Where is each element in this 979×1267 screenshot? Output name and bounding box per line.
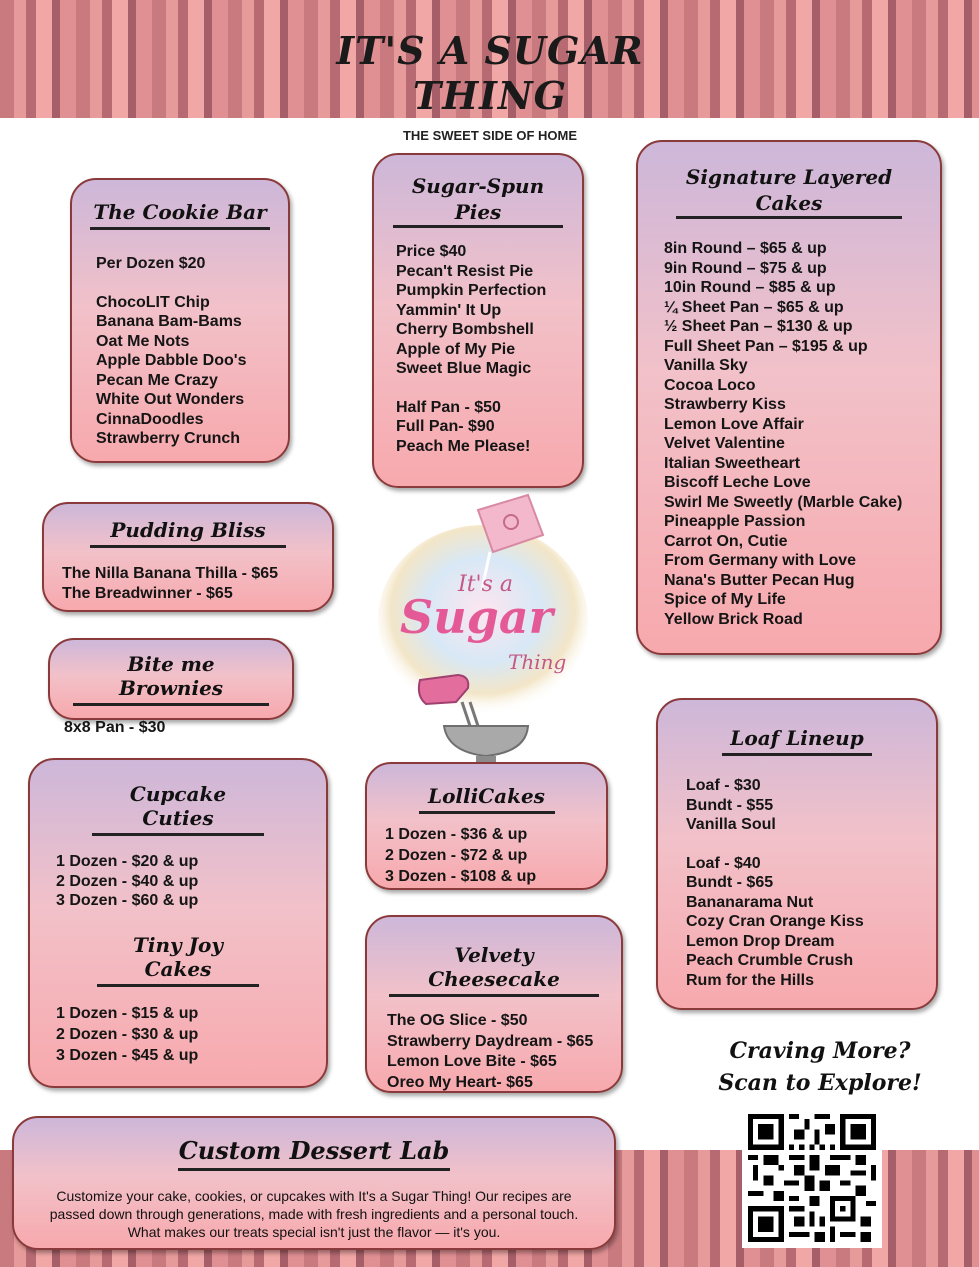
logo-text-its-a: It's a <box>458 572 513 597</box>
list-item: Spice of My Life <box>664 591 786 608</box>
cupcakes-title: Cupcake Cuties <box>92 782 264 836</box>
loaf-card <box>656 698 938 1010</box>
list-item: 8in Round – $65 & up <box>664 240 827 257</box>
pudding-card <box>42 502 334 612</box>
list-item: Apple of My Pie <box>396 340 516 358</box>
pudding-title: Pudding Bliss <box>90 518 286 548</box>
list-item: Swirl Me Sweetly (Marble Cake) <box>664 493 903 511</box>
page-subtitle: THE SWEET SIDE OF HOME <box>402 128 578 143</box>
list-item: Vanilla Soul <box>686 816 776 833</box>
brand-logo <box>378 490 596 770</box>
list-item: Velvet Valentine <box>664 435 785 452</box>
list-item: Cocoa Loco <box>664 376 756 394</box>
list-item: ChocoLIT Chip <box>96 293 210 311</box>
list-item: Lemon Love Bite - $65 <box>387 1053 557 1070</box>
cakes-title: Signature Layered Cakes <box>676 164 902 219</box>
list-item: Yellow Brick Road <box>664 610 803 628</box>
list-item: The Breadwinner - $65 <box>62 584 233 602</box>
list-item: 1 Dozen - $15 & up <box>56 1004 199 1022</box>
list-item: 2 Dozen - $72 & up <box>385 847 528 864</box>
custom-lab-title: Custom Dessert Lab <box>178 1136 450 1171</box>
list-item: 10in Round – $85 & up <box>664 279 836 296</box>
list-item: Lemon Love Affair <box>664 415 804 433</box>
list-item: Yammin' It Up <box>396 301 502 319</box>
brownies-title: Bite me Brownies <box>73 652 269 706</box>
cakes-card <box>636 140 942 655</box>
list-item: Lemon Drop Dream <box>686 932 835 950</box>
list-item: ¼ Sheet Pan – $65 & up <box>664 298 844 316</box>
list-item: Loaf - $40 <box>686 854 761 872</box>
list-item: Peach Crumble Crush <box>686 952 854 969</box>
list-item: Price $40 <box>396 243 467 260</box>
list-item: Bananarama Nut <box>686 893 814 911</box>
list-item: 9in Round – $75 & up <box>664 259 827 277</box>
list-item: 3 Dozen - $60 & up <box>56 892 199 909</box>
header <box>260 22 720 143</box>
tiny-joy-title: Tiny Joy Cakes <box>97 933 259 987</box>
list-item: Cozy Cran Orange Kiss <box>686 913 864 930</box>
list-item: Peach Me Please! <box>396 437 531 455</box>
list-item: CinnaDoodles <box>96 410 204 428</box>
list-item: Rum for the Hills <box>686 971 815 989</box>
list-item: Pecan't Resist Pie <box>396 262 534 280</box>
cookie-bar-price: Per Dozen $20 <box>96 255 206 272</box>
list-item: Biscoff Leche Love <box>664 474 811 491</box>
list-item: Oat Me Nots <box>96 332 190 350</box>
brownies-card <box>48 638 294 736</box>
page-title: IT'S A SUGAR THING <box>336 28 644 118</box>
qr-code[interactable] <box>742 1108 882 1248</box>
cookie-bar-title: The Cookie Bar <box>90 200 270 230</box>
loaf-title: Loaf Lineup <box>722 726 872 756</box>
list-item: 3 Dozen - $45 & up <box>56 1046 199 1064</box>
list-item: White Out Wonders <box>96 391 245 408</box>
list-item: The OG Slice - $50 <box>387 1012 528 1029</box>
pies-card <box>372 153 584 488</box>
list-item: Carrot On, Cutie <box>664 532 788 550</box>
list-item: ½ Sheet Pan – $130 & up <box>664 318 853 335</box>
list-item: Full Sheet Pan – $195 & up <box>664 337 868 355</box>
list-item: Nana's Butter Pecan Hug <box>664 571 855 589</box>
logo-text-thing: Thing <box>508 650 567 674</box>
cheesecake-title: Velvety Cheesecake <box>389 943 599 997</box>
list-item: From Germany with Love <box>664 552 857 569</box>
list-item: 8x8 Pan - $30 <box>64 719 166 736</box>
list-item: Banana Bam-Bams <box>96 313 242 330</box>
list-item: Half Pan - $50 <box>396 398 501 416</box>
qr-caption: Craving More? Scan to Explore! <box>718 1038 922 1096</box>
list-item: Italian Sweetheart <box>664 454 801 472</box>
custom-lab-card <box>12 1116 616 1250</box>
list-item: Vanilla Sky <box>664 357 748 374</box>
cookie-bar-card <box>70 178 290 463</box>
list-item: Bundt - $65 <box>686 874 774 891</box>
custom-lab-description: Customize your cake, cookies, or cupcakes with It's a Sugar Thing! Our recipes are passed down through generations, made with fresh ingredients and a personal touch. What makes our treats special isn't just the flavor — it's you. <box>49 1188 579 1240</box>
list-item: Oreo My Heart- $65 <box>387 1073 533 1091</box>
list-item: 3 Dozen - $108 & up <box>385 868 537 885</box>
cupcakes-card <box>28 758 328 1088</box>
list-item: 2 Dozen - $40 & up <box>56 872 199 890</box>
list-item: Pecan Me Crazy <box>96 371 218 389</box>
list-item: 2 Dozen - $30 & up <box>56 1025 199 1043</box>
list-item: Cherry Bombshell <box>396 321 534 338</box>
cheesecake-card <box>365 915 623 1093</box>
lollicakes-title: LolliCakes <box>419 784 555 814</box>
list-item: Bundt - $55 <box>686 796 774 814</box>
list-item: Strawberry Kiss <box>664 396 786 413</box>
list-item: 1 Dozen - $20 & up <box>56 853 199 870</box>
list-item: Full Pan- $90 <box>396 418 495 435</box>
lollicakes-card <box>365 762 608 890</box>
list-item: Apple Dabble Doo's <box>96 352 247 369</box>
list-item: Strawberry Daydream - $65 <box>387 1032 594 1050</box>
list-item: 1 Dozen - $36 & up <box>385 826 528 843</box>
list-item: Strawberry Crunch <box>96 430 241 447</box>
list-item: The Nilla Banana Thilla - $65 <box>62 565 279 582</box>
list-item: Pumpkin Perfection <box>396 282 547 299</box>
list-item: Pineapple Passion <box>664 513 806 530</box>
list-item: Loaf - $30 <box>686 777 761 794</box>
pies-title: Sugar-Spun Pies <box>393 173 563 228</box>
qr-code-icon <box>748 1114 876 1242</box>
logo-text-sugar: Sugar <box>400 590 553 644</box>
list-item: Sweet Blue Magic <box>396 360 532 377</box>
